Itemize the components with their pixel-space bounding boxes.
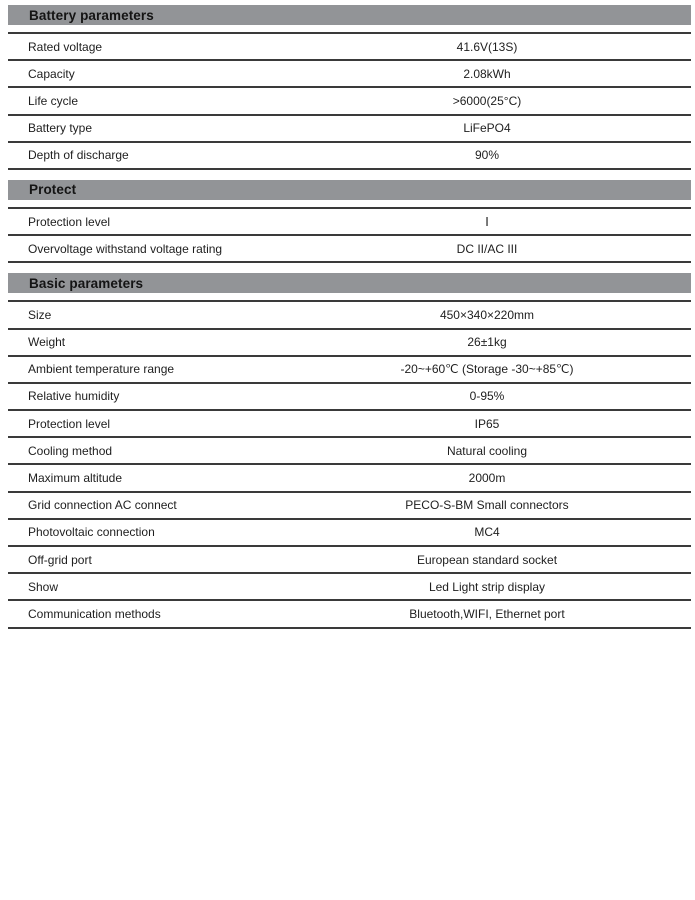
- spec-label: Overvoltage withstand voltage rating: [28, 241, 223, 256]
- spec-label: Size: [28, 307, 52, 322]
- spec-row: [8, 61, 691, 88]
- spec-value: IP65: [474, 416, 500, 431]
- spec-value: 26±1kg: [467, 335, 507, 350]
- spec-label: Protection level: [28, 416, 111, 431]
- spec-row: [8, 574, 691, 601]
- spec-value: 41.6V(13S): [456, 39, 518, 54]
- spec-value: 450×340×220mm: [439, 307, 535, 322]
- spec-row: [8, 384, 691, 411]
- spec-value: DC II/AC III: [456, 241, 518, 256]
- spec-label: Cooling method: [28, 443, 113, 458]
- spec-label: Life cycle: [28, 93, 79, 108]
- spec-row: [8, 520, 691, 547]
- spec-value: >6000(25°C): [452, 93, 522, 108]
- spec-label: Relative humidity: [28, 389, 120, 404]
- section-header-bar: [8, 180, 691, 200]
- spec-label: Depth of discharge: [28, 148, 129, 163]
- spec-label: Off-grid port: [28, 552, 92, 567]
- spec-value: MC4: [474, 525, 500, 540]
- spec-label: Capacity: [28, 66, 75, 81]
- spec-label: Grid connection AC connect: [28, 498, 177, 513]
- spec-value: Led Light strip display: [428, 579, 546, 594]
- spec-value: LiFePO4: [463, 121, 511, 136]
- spec-row: [8, 209, 691, 236]
- spec-section: [8, 273, 691, 628]
- spec-row: [8, 116, 691, 143]
- spec-row: [8, 411, 691, 438]
- spec-row: [8, 601, 691, 628]
- spec-row: [8, 357, 691, 384]
- spec-value: European standard socket: [416, 552, 558, 567]
- spec-value: 90%: [474, 148, 500, 163]
- spec-table: [8, 207, 691, 263]
- spec-label: Weight: [28, 335, 66, 350]
- spec-label: Ambient temperature range: [28, 362, 175, 377]
- spec-table: [8, 300, 691, 628]
- spec-row: [8, 465, 691, 492]
- spec-row: [8, 143, 691, 170]
- spec-label: Photovoltaic connection: [28, 525, 155, 540]
- spec-row: [8, 438, 691, 465]
- spec-row: [8, 302, 691, 329]
- spec-value: 2.08kWh: [463, 66, 511, 81]
- spec-value: Ⅰ: [485, 214, 489, 229]
- section-title: Protect: [29, 182, 77, 198]
- spec-label: Rated voltage: [28, 39, 103, 54]
- spec-value: Bluetooth,WIFI, Ethernet port: [409, 606, 565, 621]
- spec-value: -20~+60℃ (Storage -30~+85℃): [400, 362, 574, 377]
- section-header-bar: [8, 273, 691, 293]
- spec-label: Communication methods: [28, 606, 161, 621]
- spec-value: 0-95%: [469, 389, 505, 404]
- section-title: Basic parameters: [29, 275, 144, 291]
- spec-label: Maximum altitude: [28, 471, 123, 486]
- spec-row: [8, 493, 691, 520]
- spec-section: [8, 180, 691, 263]
- spec-row: [8, 236, 691, 263]
- spec-value: PECO-S-BM Small connectors: [405, 498, 569, 513]
- spec-label: Show: [28, 579, 59, 594]
- spec-section: [8, 5, 691, 170]
- spec-row: [8, 88, 691, 115]
- spec-row: [8, 547, 691, 574]
- spec-sections: [8, 5, 691, 629]
- spec-value: 2000m: [468, 471, 506, 486]
- spec-row: [8, 330, 691, 357]
- spec-table: [8, 32, 691, 170]
- spec-value: Natural cooling: [446, 443, 528, 458]
- section-title: Battery parameters: [29, 7, 154, 23]
- spec-label: Battery type: [28, 121, 93, 136]
- spec-label: Protection level: [28, 214, 111, 229]
- section-header-bar: [8, 5, 691, 25]
- spec-row: [8, 34, 691, 61]
